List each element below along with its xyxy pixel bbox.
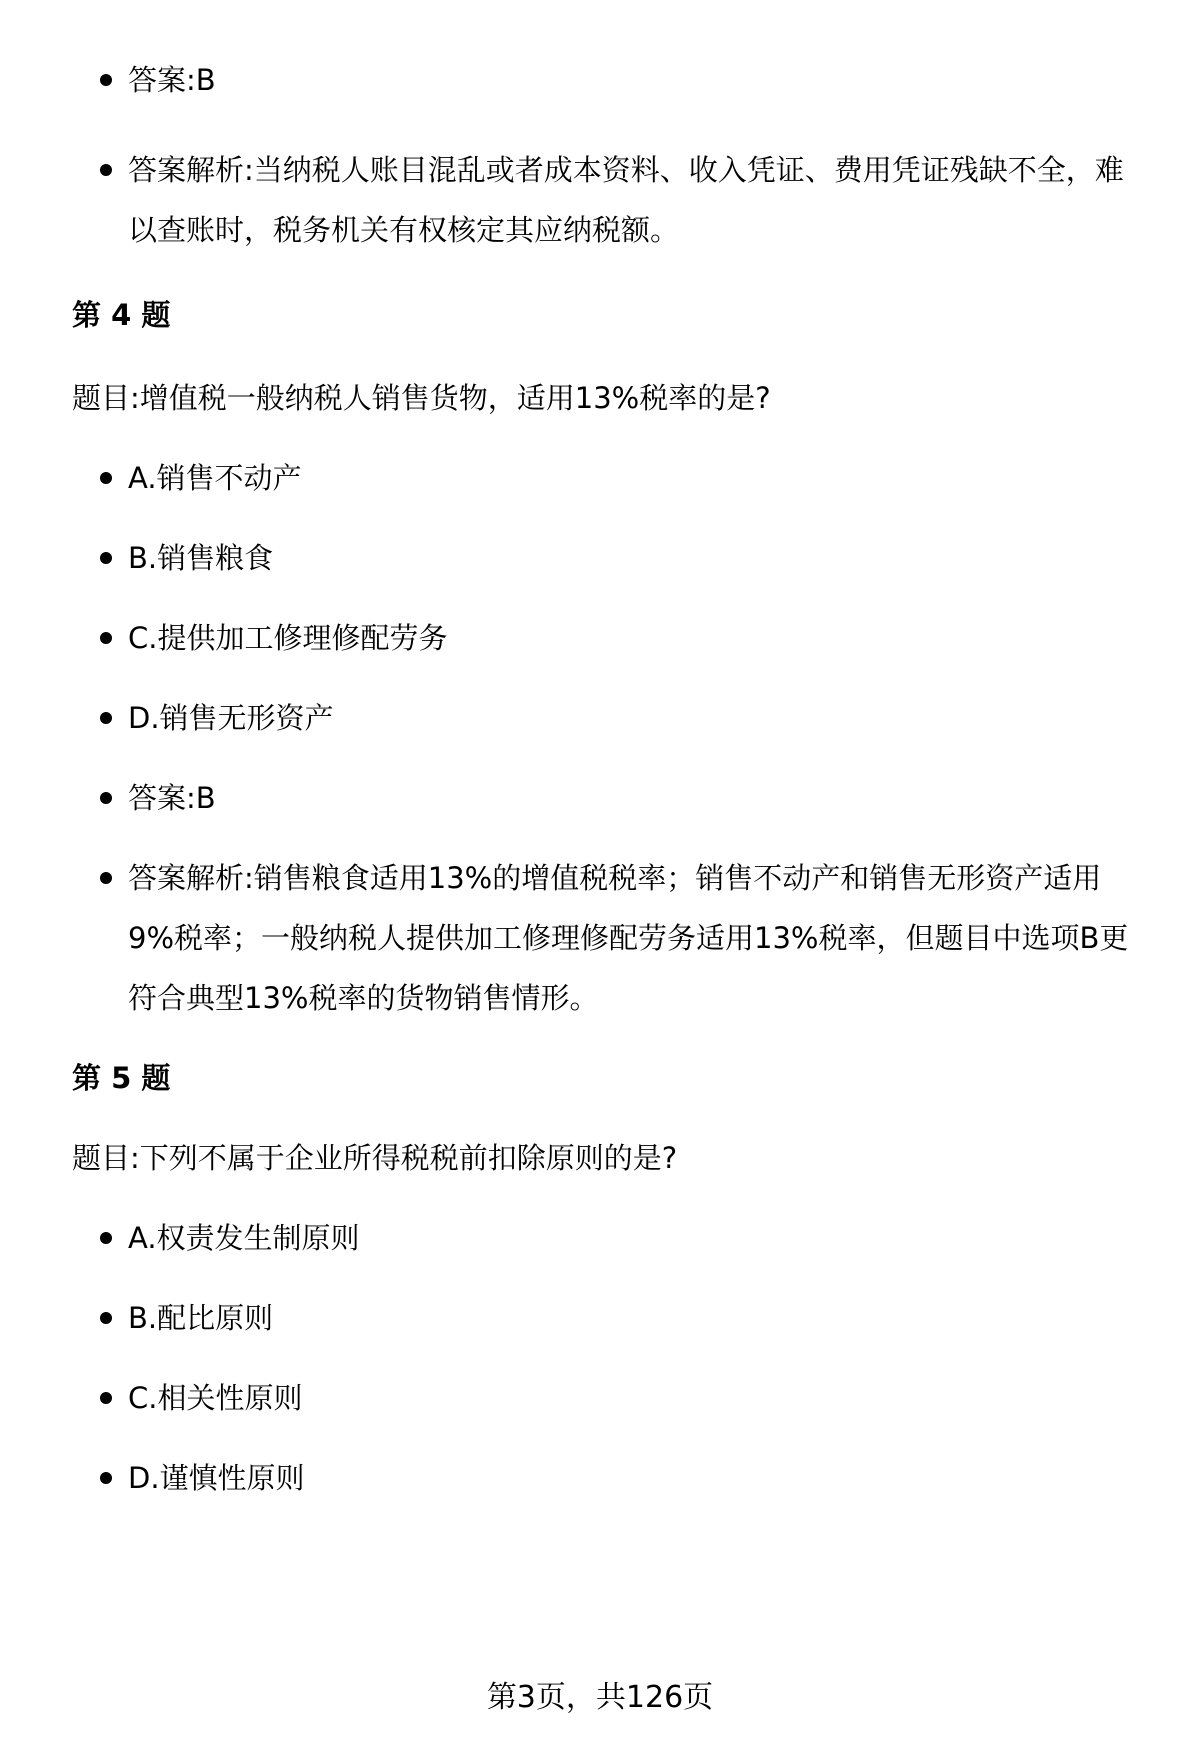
option-text: C.相关性原则 xyxy=(128,1381,303,1415)
option-text: D.销售无形资产 xyxy=(128,701,334,735)
bullet-icon xyxy=(100,164,112,176)
question-5-heading: 第 5 题 xyxy=(72,1061,171,1095)
bullet-icon xyxy=(100,1392,112,1404)
bullet-icon xyxy=(100,1312,112,1324)
bullet-icon xyxy=(100,552,112,564)
option-text: A.销售不动产 xyxy=(128,461,302,495)
q5-option-c xyxy=(72,1368,1152,1428)
bullet-icon xyxy=(100,1472,112,1484)
page-footer: 第3页，共126页 xyxy=(486,1680,714,1715)
analysis-q3 xyxy=(72,140,1152,260)
q4-option-b xyxy=(72,528,1152,588)
answer-q3 xyxy=(72,50,1152,110)
question-4-heading: 第 4 题 xyxy=(72,298,171,332)
q4-list xyxy=(72,448,1152,1028)
bullet-icon xyxy=(100,1232,112,1244)
answer-q4 xyxy=(72,768,1152,828)
option-text: A.权责发生制原则 xyxy=(128,1221,360,1255)
q5-list xyxy=(72,1208,1152,1508)
q4-option-d xyxy=(72,688,1152,748)
q5-option-a xyxy=(72,1208,1152,1268)
option-text: B.配比原则 xyxy=(128,1301,274,1335)
bullet-icon xyxy=(100,472,112,484)
document-content xyxy=(72,0,1152,1508)
question-5-stem: 题目:下列不属于企业所得税税前扣除原则的是? xyxy=(72,1141,678,1175)
analysis-q3-text: 答案解析:当纳税人账目混乱或者成本资料、收入凭证、费用凭证残缺不全，难以查账时，税务机关有权核定其应纳税额。 xyxy=(128,153,1124,247)
q3-list xyxy=(72,50,1152,260)
answer-q4-text: 答案:B xyxy=(128,781,216,815)
q5-option-d xyxy=(72,1448,1152,1508)
bullet-icon xyxy=(100,632,112,644)
bullet-icon xyxy=(100,712,112,724)
q4-option-a xyxy=(72,448,1152,508)
q4-option-c xyxy=(72,608,1152,668)
option-text: C.提供加工修理修配劳务 xyxy=(128,621,448,655)
option-text: B.销售粮食 xyxy=(128,541,274,575)
analysis-q4 xyxy=(72,848,1152,1028)
bullet-icon xyxy=(100,792,112,804)
analysis-q4-text: 答案解析:销售粮食适用13%的增值税税率；销售不动产和销售无形资产适用9%税率；一般纳税人提供加工修理修配劳务适用13%税率，但题目中选项B更符合典型13%税率的货物销售情形。 xyxy=(128,861,1129,1015)
bullet-icon xyxy=(100,74,112,86)
bullet-icon xyxy=(100,872,112,884)
answer-q3-text: 答案:B xyxy=(128,63,216,97)
q5-option-b xyxy=(72,1288,1152,1348)
option-text: D.谨慎性原则 xyxy=(128,1461,305,1495)
question-4-stem: 题目:增值税一般纳税人销售货物，适用13%税率的是? xyxy=(72,381,771,415)
